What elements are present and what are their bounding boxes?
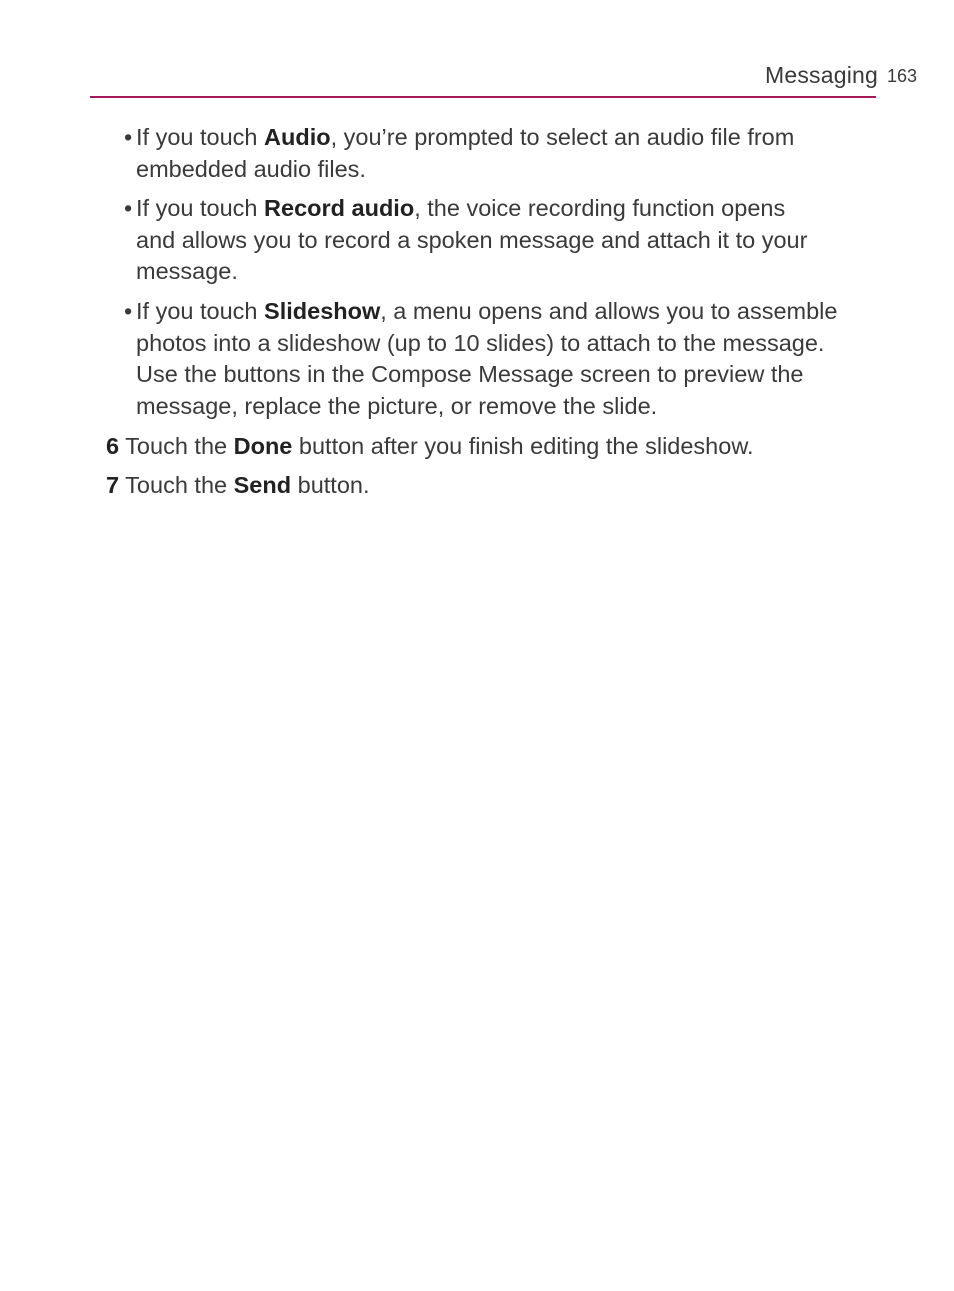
bullet-line: message. bbox=[136, 258, 238, 284]
step-prefix: Touch the bbox=[119, 433, 234, 459]
page-number: 163 bbox=[887, 66, 918, 86]
bullet-line: embedded audio files. bbox=[136, 155, 366, 182]
page-header bbox=[0, 0, 954, 100]
step-suffix: button. bbox=[291, 472, 370, 498]
bullet-dot: • bbox=[124, 124, 133, 150]
step-7 bbox=[106, 470, 906, 502]
bullet-keyword: Record audio bbox=[264, 195, 415, 221]
bullet-line bbox=[136, 122, 896, 154]
bullet-keyword: Slideshow bbox=[264, 298, 381, 324]
bullet-dot: • bbox=[124, 195, 133, 221]
bullet-keyword: Audio bbox=[264, 124, 331, 150]
bullet-line bbox=[136, 193, 896, 225]
bullet-line: and allows you to record a spoken message and attach it to your bbox=[136, 226, 808, 253]
bullet-text: , you’re prompted to select an audio file from bbox=[330, 124, 795, 150]
bullet-prefix: If you touch bbox=[136, 124, 265, 150]
bullet-prefix: If you touch bbox=[136, 195, 265, 221]
step-suffix: button after you finish editing the slideshow. bbox=[292, 433, 754, 459]
header-rule bbox=[90, 96, 876, 98]
bullet-audio bbox=[124, 122, 896, 185]
section-title: Messaging bbox=[764, 62, 878, 88]
bullet-dot: • bbox=[124, 298, 133, 324]
bullet-text: , a menu opens and allows you to assemble bbox=[380, 298, 838, 324]
step-number: 7 bbox=[106, 472, 120, 498]
bullet-text: , the voice recording function opens bbox=[414, 195, 786, 221]
step-number: 6 bbox=[106, 433, 120, 459]
step-prefix: Touch the bbox=[119, 472, 234, 498]
bullet-record-audio bbox=[124, 193, 896, 288]
bullet-line: Use the buttons in the Compose Message screen to preview the bbox=[136, 361, 804, 387]
step-keyword: Send bbox=[233, 472, 292, 498]
bullet-line: photos into a slideshow (up to 10 slides) to attach to the message. bbox=[136, 329, 825, 356]
step-6 bbox=[106, 431, 906, 463]
bullet-slideshow bbox=[124, 296, 896, 422]
step-keyword: Done bbox=[233, 433, 293, 459]
bullet-line: message, replace the picture, or remove the slide. bbox=[136, 392, 658, 419]
bullet-prefix: If you touch bbox=[136, 298, 265, 324]
bullet-line bbox=[136, 296, 896, 328]
